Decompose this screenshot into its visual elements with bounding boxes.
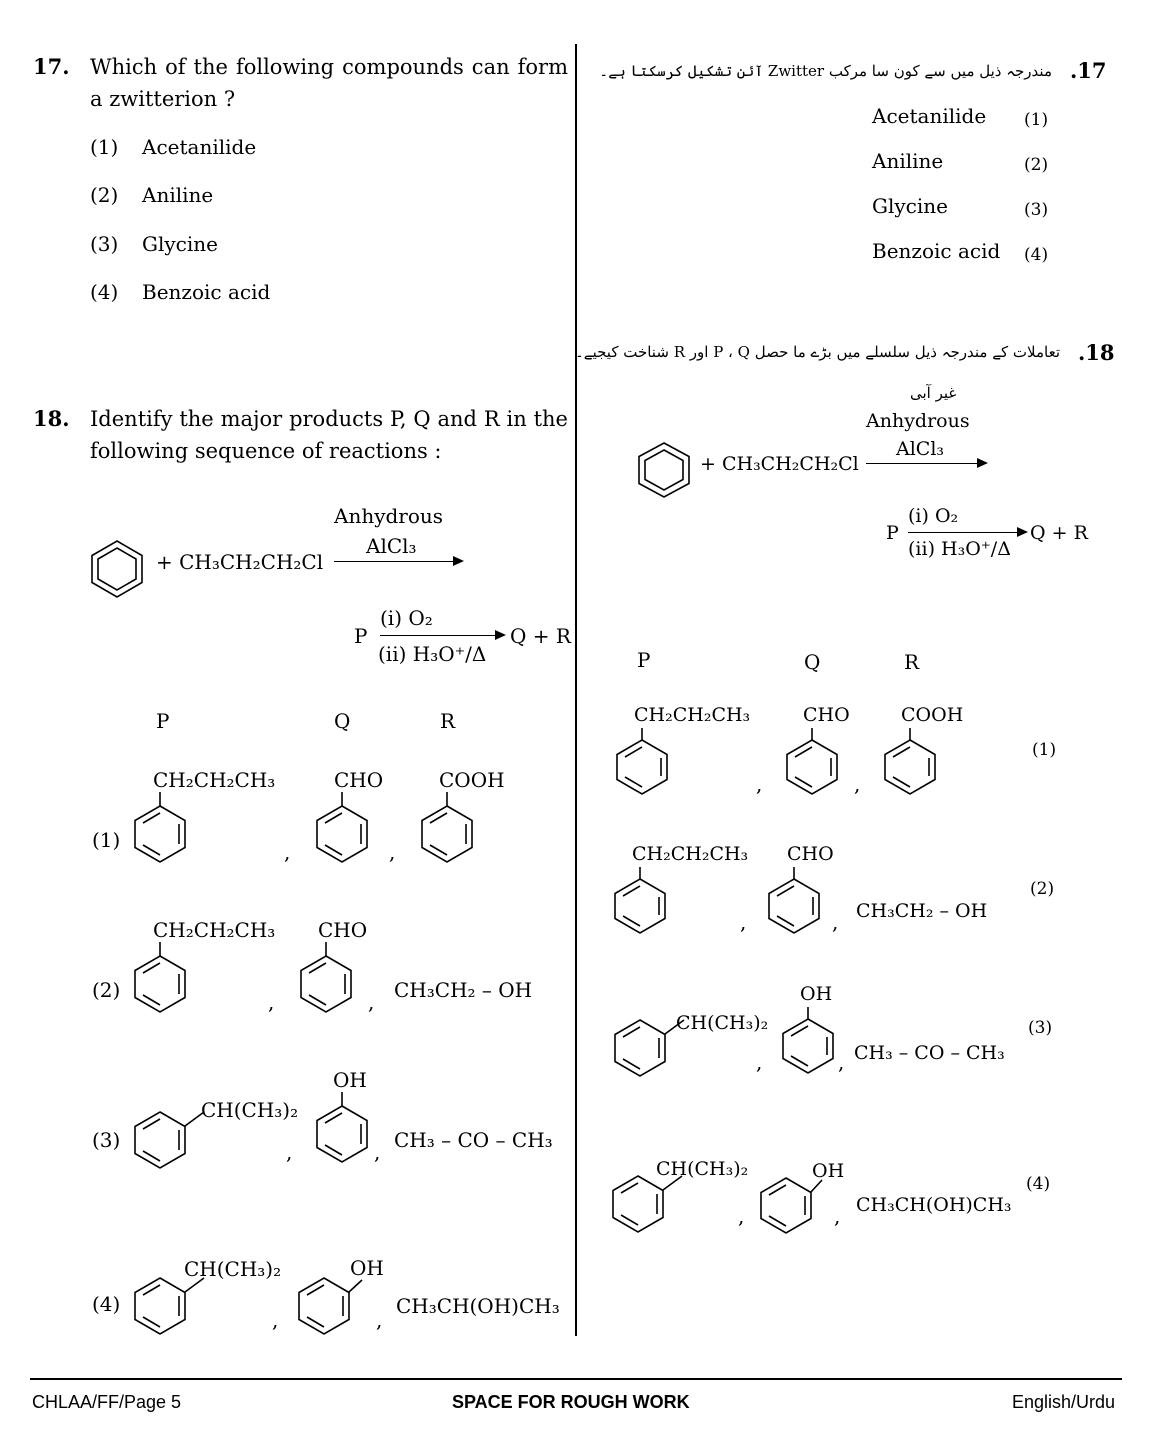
urdu-opt1-q-benzene [786, 728, 838, 796]
urdu-q18-option-4-num: (4) [1026, 1174, 1051, 1194]
urdu-q17-option-3-num: (3) [1024, 200, 1049, 220]
urdu-q17-option-3-text: Glycine [872, 194, 948, 218]
urdu-q18-option-3-num: (3) [1028, 1018, 1053, 1038]
reaction-p-label: P [354, 624, 368, 648]
opt1-p-substituent: CH₂CH₂CH₃ [153, 768, 276, 792]
urdu-opt4-p-substituent: CH(CH₃)₂ [656, 1158, 749, 1180]
opt2-q-benzene [300, 942, 352, 1014]
urdu-opt2-comma-2: , [832, 910, 839, 934]
urdu-opt2-q-benzene [768, 867, 820, 935]
reaction-reagent: + CH₃CH₂CH₂Cl [156, 550, 324, 574]
q18-option-1-num: (1) [92, 828, 121, 852]
urdu-opt3-r-formula: CH₃ – CO – CH₃ [854, 1042, 1005, 1064]
opt1-comma-2: , [389, 840, 396, 864]
urdu-opt4-comma-1: , [738, 1204, 745, 1228]
opt3-r-formula: CH₃ – CO – CH₃ [394, 1128, 553, 1152]
reaction-step-top: (i) O₂ [380, 606, 433, 630]
opt2-comma-2: , [368, 990, 375, 1014]
opt2-q-substituent: CHO [318, 918, 368, 942]
urdu-opt3-p-substituent: CH(CH₃)₂ [676, 1012, 769, 1034]
opt2-p-substituent: CH₂CH₂CH₃ [153, 918, 276, 942]
urdu-opt2-p-benzene [614, 867, 666, 935]
urdu-q17-option-4-num: (4) [1024, 245, 1049, 265]
urdu-q17-option-1-num: (1) [1024, 110, 1049, 130]
q18-question-text: Identify the major products P, Q and R in the following sequence of reactions : [90, 407, 568, 463]
urdu-reaction-step-top: (i) O₂ [908, 505, 959, 527]
urdu-opt2-q-substituent: CHO [787, 843, 834, 865]
q17-option-2-num: (2) [90, 183, 119, 207]
urdu-opt1-p-benzene [616, 728, 668, 796]
column-divider [575, 44, 577, 1336]
q17-option-1-num: (1) [90, 135, 119, 159]
opt2-p-benzene [134, 942, 186, 1014]
opt4-p-substituent: CH(CH₃)₂ [184, 1257, 282, 1281]
q17-option-1-text: Acetanilide [142, 135, 257, 159]
opt3-p-benzene [134, 1102, 210, 1170]
urdu-q17-option-2-text: Aniline [872, 149, 944, 173]
urdu-benzene-ring-reactant [638, 442, 690, 498]
urdu-reaction-condition-top: Anhydrous [866, 410, 970, 432]
reaction-products: Q + R [510, 624, 571, 648]
footer-rough-work: SPACE FOR ROUGH WORK [452, 1392, 690, 1412]
header-q: Q [334, 709, 351, 733]
q17-option-4-text: Benzoic acid [142, 280, 271, 304]
footer-rule [30, 1378, 1122, 1380]
urdu-opt4-comma-2: , [834, 1204, 841, 1228]
q18-option-4-num: (4) [92, 1292, 121, 1316]
footer-language: English/Urdu [1012, 1392, 1116, 1412]
q17-option-3-num: (3) [90, 232, 119, 256]
opt3-q-benzene [316, 1092, 368, 1164]
urdu-opt2-r-formula: CH₃CH₂ – OH [856, 900, 988, 922]
reaction-condition-top: Anhydrous [334, 504, 444, 528]
reaction-condition-bottom: AlCl₃ [366, 534, 417, 558]
urdu-q18-option-1-num: (1) [1032, 740, 1057, 760]
q17-option-3-text: Glycine [142, 232, 218, 256]
urdu-reaction-reagent: + CH₃CH₂CH₂Cl [700, 453, 859, 475]
urdu-opt1-q-substituent: CHO [803, 704, 850, 726]
urdu-q17-question-text: مندرجہ ذیل میں سے کون سا مرکب Zwitter آئن تشکیل کرسکتا ہے۔ [599, 62, 1052, 80]
urdu-opt1-comma-1: , [756, 772, 763, 796]
urdu-reaction-arrow-1 [866, 463, 986, 464]
q17-question-text: Which of the following compounds can form a zwitterion ? [90, 55, 568, 111]
urdu-opt1-r-substituent: COOH [901, 704, 964, 726]
urdu-header-p: P [637, 648, 651, 672]
opt3-comma-2: , [374, 1140, 381, 1164]
opt3-p-substituent: CH(CH₃)₂ [201, 1098, 299, 1122]
urdu-opt4-r-formula: CH₃CH(OH)CH₃ [856, 1194, 1012, 1216]
opt1-q-substituent: CHO [334, 768, 384, 792]
urdu-reaction-products: Q + R [1030, 522, 1088, 544]
urdu-opt1-p-substituent: CH₂CH₂CH₃ [634, 704, 751, 726]
reaction-step-bottom: (ii) H₃O⁺/Δ [378, 642, 487, 666]
urdu-q17-number: .17 [1070, 58, 1107, 83]
urdu-q18-number: .18 [1078, 340, 1115, 365]
q17-number: 17. [33, 54, 70, 79]
opt2-comma-1: , [268, 990, 275, 1014]
opt4-r-formula: CH₃CH(OH)CH₃ [396, 1294, 560, 1318]
reaction-arrow-1 [334, 561, 462, 562]
opt4-comma-2: , [376, 1308, 383, 1332]
urdu-opt2-p-substituent: CH₂CH₂CH₃ [632, 843, 749, 865]
opt1-r-substituent: COOH [439, 768, 505, 792]
opt4-q-substituent: OH [350, 1256, 384, 1280]
urdu-q17-option-1-text: Acetanilide [872, 104, 987, 128]
urdu-opt2-comma-1: , [740, 910, 747, 934]
q18-number: 18. [33, 406, 70, 431]
benzene-ring-reactant [91, 540, 143, 598]
urdu-opt1-comma-2: , [854, 772, 861, 796]
opt1-comma-1: , [284, 840, 291, 864]
urdu-header-q: Q [804, 650, 821, 674]
urdu-reaction-label: غیر آبی [910, 384, 957, 402]
urdu-q17-option-2-num: (2) [1024, 155, 1049, 175]
urdu-header-r: R [904, 650, 920, 674]
footer-page-code: CHLAA/FF/Page 5 [32, 1392, 182, 1412]
q17-option-4-num: (4) [90, 280, 119, 304]
urdu-opt3-q-substituent: OH [800, 983, 833, 1005]
urdu-opt3-q-benzene [782, 1007, 834, 1075]
urdu-reaction-p-label: P [886, 522, 899, 544]
q18-option-3-num: (3) [92, 1128, 121, 1152]
urdu-reaction-step-bottom: (ii) H₃O⁺/Δ [908, 538, 1011, 560]
reaction-arrow-2 [380, 635, 504, 636]
urdu-opt1-r-benzene [884, 728, 936, 796]
urdu-reaction-arrow-2 [908, 532, 1026, 533]
header-r: R [440, 709, 456, 733]
opt4-comma-1: , [272, 1308, 279, 1332]
opt3-comma-1: , [286, 1140, 293, 1164]
header-p: P [156, 709, 170, 733]
q18-option-2-num: (2) [92, 978, 121, 1002]
urdu-opt3-comma-2: , [838, 1050, 845, 1074]
urdu-q18-question-text: تعاملات کے مندرجہ ذیل سلسلے میں بڑے ما حصل P ، Q اور R شناخت کیجیے۔ [575, 343, 1060, 361]
opt3-q-substituent: OH [333, 1068, 367, 1092]
urdu-opt4-q-substituent: OH [812, 1160, 845, 1182]
opt1-q-benzene [316, 792, 368, 864]
opt1-r-benzene [421, 792, 473, 864]
opt1-p-benzene [134, 792, 186, 864]
urdu-reaction-condition-bottom: AlCl₃ [896, 438, 945, 460]
urdu-opt3-comma-1: , [756, 1050, 763, 1074]
urdu-q18-option-2-num: (2) [1030, 879, 1055, 899]
q17-option-2-text: Aniline [142, 183, 214, 207]
urdu-q17-option-4-text: Benzoic acid [872, 239, 1001, 263]
opt2-r-formula: CH₃CH₂ – OH [394, 978, 533, 1002]
